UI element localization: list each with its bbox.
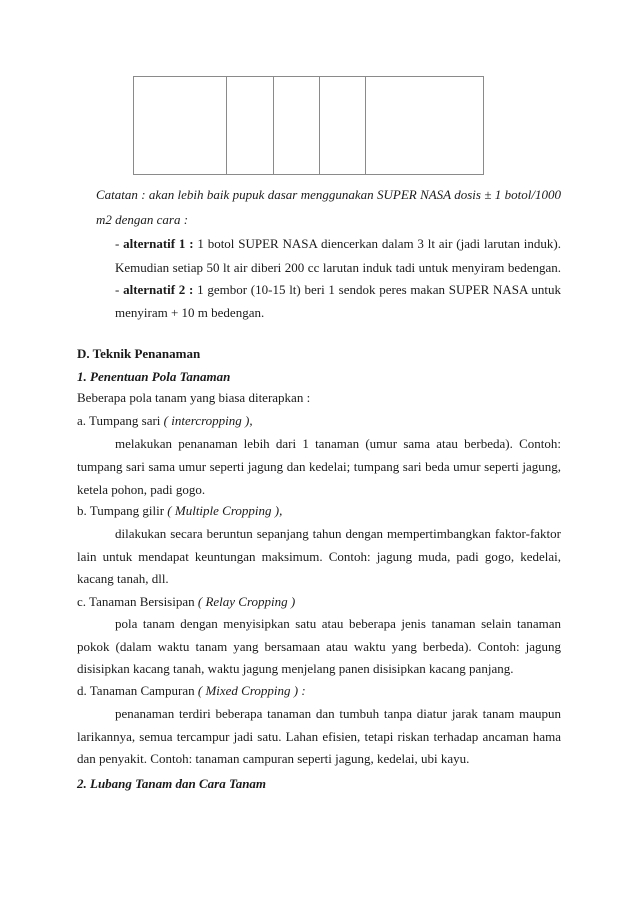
table-cell — [366, 77, 484, 175]
item-b-line-3: kacang tanah, dll. — [77, 571, 169, 586]
item-a-line-3: ketela pohon, padi gogo. — [77, 482, 206, 497]
item-b-line-2: lain untuk mendapat keuntungan maksimum. Contoh: jagung muda, padi gogo, kedelai, — [77, 549, 561, 564]
table-cell — [320, 77, 366, 175]
item-d-line-3: dan penyakit. Contoh: tanaman campuran seperti jagung, kedelai, ubi kayu. — [77, 751, 470, 766]
section-title: D. Teknik Penanaman — [77, 346, 201, 361]
item-c-line-3: disisipkan kacang tanah, waktu jagung menjelang panen disisipkan kacang panjang. — [77, 661, 514, 676]
table-cell — [134, 77, 227, 175]
item-a-line-1: melakukan penanaman lebih dari 1 tanaman (umur sama atau berbeda). Contoh: — [115, 436, 561, 451]
note-line-1: Catatan : akan lebih baik pupuk dasar menggunakan SUPER NASA dosis ± 1 botol/1000 — [96, 187, 561, 202]
empty-table — [133, 76, 484, 175]
subsection-2-title: 2. Lubang Tanam dan Cara Tanam — [77, 776, 267, 791]
item-d-label: d. Tanaman Campuran ( Mixed Cropping ) : — [77, 683, 306, 698]
item-b-line-1: dilakukan secara beruntun sepanjang tahun dengan mempertimbangkan faktor-faktor — [115, 526, 561, 541]
item-a-line-2: tumpang sari sama umur seperti jagung dan kedelai; tumpang sari beda umur seperti jagung, — [77, 459, 561, 474]
subsection-1-title: 1. Penentuan Pola Tanaman — [77, 369, 231, 384]
item-d-line-2: larikannya, semua tercampur jadi satu. Lahan efisien, tetapi riskan terhadap ancaman hama — [77, 729, 561, 744]
alternative-2-line-1: - alternatif 2 : 1 gembor (10-15 lt) beri 1 sendok peres makan SUPER NASA untuk — [115, 282, 562, 297]
alternative-2-label: alternatif 2 : — [123, 282, 194, 297]
item-c-line-1: pola tanam dengan menyisipkan satu atau beberapa jenis tanaman selain tanaman — [115, 616, 561, 631]
table-cell — [274, 77, 320, 175]
item-a-label: a. Tumpang sari ( intercropping ), — [77, 413, 253, 428]
alternative-1-line-1: - alternatif 1 : 1 botol SUPER NASA diencerkan dalam 3 lt air (jadi larutan induk). — [115, 236, 561, 251]
item-c-label: c. Tanaman Bersisipan ( Relay Cropping ) — [77, 594, 296, 609]
note-line-2: m2 dengan cara : — [96, 212, 189, 227]
item-d-line-1: penanaman terdiri beberapa tanaman dan tumbuh tanpa diatur jarak tanam maupun — [115, 706, 561, 721]
alternative-2-line-2: menyiram + 10 m bedengan. — [115, 305, 265, 320]
item-b-label: b. Tumpang gilir ( Multiple Cropping ), — [77, 503, 283, 518]
table-cell — [227, 77, 274, 175]
alternative-1-label: alternatif 1 : — [123, 236, 194, 251]
item-c-line-2: pokok (dalam waktu tanam yang bersamaan atau waktu yang berbeda). Contoh: jagung — [77, 639, 561, 654]
alternative-1-line-2: Kemudian setiap 50 lt air diberi 200 cc larutan induk tadi untuk menyiram bedengan. — [115, 260, 561, 275]
intro-text: Beberapa pola tanam yang biasa diterapkan : — [77, 390, 311, 405]
